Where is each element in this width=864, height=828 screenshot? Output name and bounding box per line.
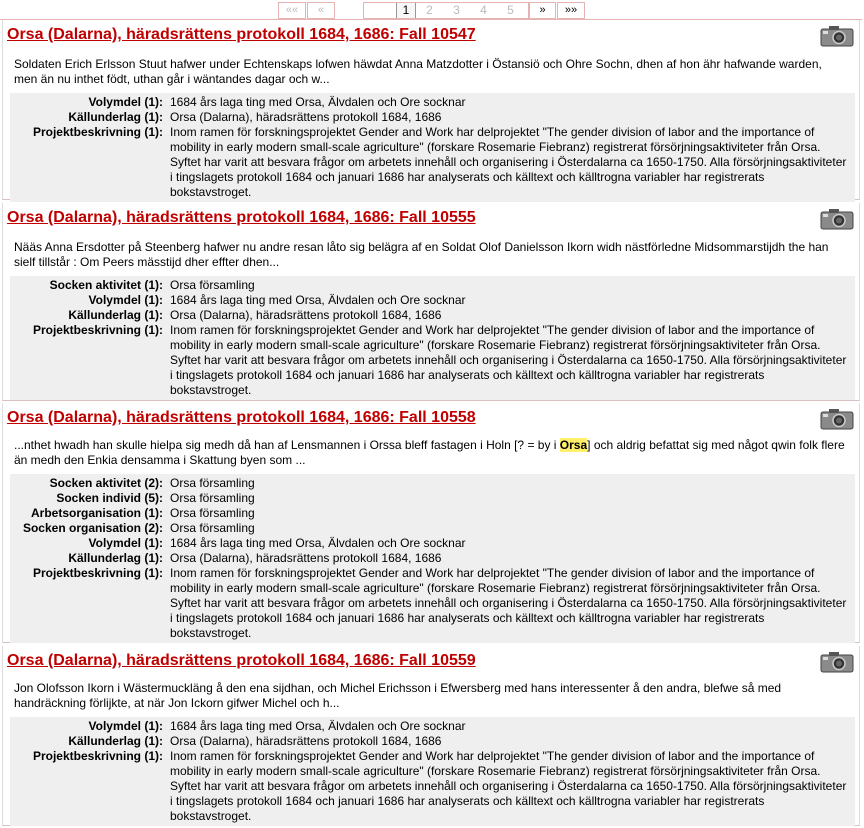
field-value: Orsa församling [170, 506, 255, 520]
field-row [10, 308, 855, 323]
field-value: 1684 års laga ting med Orsa, Älvdalen och Ore socknar [170, 293, 466, 307]
camera-icon[interactable] [820, 208, 854, 230]
record-fields [10, 474, 855, 643]
result-record [2, 20, 860, 200]
page-5-link[interactable]: 5 [507, 3, 514, 17]
result-record [2, 203, 860, 401]
field-row [10, 476, 855, 491]
first-page-button[interactable]: «« [278, 2, 306, 19]
record-fields [10, 276, 855, 400]
field-row [10, 749, 855, 824]
field-label: Källunderlag (1): [68, 110, 163, 124]
field-value: Orsa församling [170, 476, 255, 490]
field-value: Inom ramen för forskningsprojektet Gender and Work har delprojektet "The gender division of labor and the importance of mobility in early modern small-scale agriculture" (forskare Rosemarie Fiebranz) registrerat försörjningsaktiviteter från Orsa. Syftet har varit att besvara frågor om arbetets innehåll och organisering i Österdalarna ca 1650-1750. Alla försörjningsaktiviteter i tingslagets protokoll 1684 och januari 1686 har analyserats och källtext och källtrogna variabler har registrerats bokstavstroget. [170, 323, 847, 397]
page-4-link[interactable]: 4 [480, 3, 487, 17]
field-row [10, 521, 855, 536]
field-row [10, 125, 855, 200]
field-value: 1684 års laga ting med Orsa, Älvdalen och Ore socknar [170, 536, 466, 550]
record-excerpt: Nääs Anna Ersdotter på Steenberg hafwer nu andre resan låto sig belägra af en Soldat Olof Danielsson Ikorn widh nästförledne Midsommarstijdh the han sielf tillstår : Om Peers mässtijd dher effter dhen... [14, 240, 829, 269]
camera-icon[interactable] [820, 408, 854, 430]
field-row [10, 95, 855, 110]
field-value: Inom ramen för forskningsprojektet Gender and Work har delprojektet "The gender division of labor and the importance of mobility in early modern small-scale agriculture" (forskare Rosemarie Fiebranz) registrerat försörjningsaktiviteter från Orsa. Syftet har varit att besvara frågor om arbetets innehåll och organisering i Österdalarna ca 1650-1750. Alla försörjningsaktiviteter i tingslagets protokoll 1684 och januari 1686 har analyserats och källtext och källtrogna variabler har registrerats bokstavstroget. [170, 749, 847, 823]
field-label: Projektbeskrivning (1): [32, 749, 163, 763]
field-label: Socken organisation (2): [22, 521, 163, 535]
excerpt-text: ] och aldrig befattat sig med något qwin folk flere än medh den Enkia densamma i Skattung byen som ... [14, 438, 845, 467]
camera-icon[interactable] [820, 651, 854, 673]
field-value: Orsa (Dalarna), häradsrättens protokoll 1684, 1686 [170, 734, 442, 748]
field-value: Inom ramen för forskningsprojektet Gender and Work har delprojektet "The gender division of labor and the importance of mobility in early modern small-scale agriculture" (forskare Rosemarie Fiebranz) registrerat försörjningsaktiviteter från Orsa. Syftet har varit att besvara frågor om arbetets innehåll och organisering i Österdalarna ca 1650-1750. Alla försörjningsaktiviteter i tingslagets protokoll 1684 och januari 1686 har analyserats och källtext och källtrogna variabler har registrerats bokstavstroget. [170, 125, 847, 199]
next-page-button[interactable]: » [529, 2, 556, 19]
field-value: Orsa (Dalarna), häradsrättens protokoll 1684, 1686 [170, 110, 442, 124]
field-value: Orsa församling [170, 521, 255, 535]
record-excerpt: Soldaten Erich Erlsson Stuut hafwer under Echtenskaps lofwen häwdat Anna Matzdotter i Östansiö och Ohre Sochn, dhen af hon ähr hafwande warden, men än nu inthet födt, uthan går i wäntandes dagar och w... [14, 57, 822, 86]
field-row [10, 110, 855, 125]
record-excerpt [14, 438, 845, 468]
record-excerpt: Jon Olofsson Ikorn i Wästermuckläng å den ena sijdhan, och Michel Erichsson i Efwersberg med hans interessenter å den andra, blefwe så med handräckning förlijkte, at när Jon Ickorn gifwer Michel och h... [14, 681, 782, 710]
field-row [10, 506, 855, 521]
field-value: Orsa (Dalarna), häradsrättens protokoll 1684, 1686 [170, 551, 442, 565]
field-label: Socken individ (5): [56, 491, 163, 505]
result-record [2, 646, 860, 826]
field-value: Inom ramen för forskningsprojektet Gender and Work har delprojektet "The gender division of labor and the importance of mobility in early modern small-scale agriculture" (forskare Rosemarie Fiebranz) registrerat försörjningsaktiviteter från Orsa. Syftet har varit att besvara frågor om arbetets innehåll och organisering i Österdalarna ca 1650-1750. Alla försörjningsaktiviteter i tingslagets protokoll 1684 och januari 1686 har analyserats och källtext och källtrogna variabler har registrerats bokstavstroget. [170, 566, 847, 640]
field-row [10, 719, 855, 734]
page-1-link[interactable]: 1 [396, 3, 416, 18]
page-2-link[interactable]: 2 [426, 3, 433, 17]
excerpt-text: ...nthet hwadh han skulle hielpa sig medh då han af Lensmannen i Orssa bleff fastagen i Holn [? = by i [14, 438, 560, 452]
search-highlight: Orsa [559, 438, 588, 452]
field-label: Projektbeskrivning (1): [32, 125, 163, 139]
record-title-link[interactable]: Orsa (Dalarna), häradsrättens protokoll 1684, 1686: Fall 10558 [7, 409, 476, 426]
page-3-link[interactable]: 3 [453, 3, 460, 17]
field-label: Volymdel (1): [88, 293, 163, 307]
field-label: Volymdel (1): [88, 536, 163, 550]
field-row [10, 323, 855, 398]
last-page-button[interactable]: »» [557, 2, 585, 19]
record-title-link[interactable]: Orsa (Dalarna), häradsrättens protokoll 1684, 1686: Fall 10559 [7, 652, 476, 669]
field-value: Orsa församling [170, 278, 255, 292]
field-row [10, 734, 855, 749]
page-numbers [363, 2, 529, 19]
field-row [10, 491, 855, 506]
field-label: Projektbeskrivning (1): [32, 323, 163, 337]
field-label: Socken aktivitet (2): [49, 476, 163, 490]
field-value: Orsa församling [170, 491, 255, 505]
field-label: Projektbeskrivning (1): [32, 566, 163, 580]
pagination [278, 2, 585, 19]
field-label: Socken aktivitet (1): [49, 278, 163, 292]
record-title-link[interactable]: Orsa (Dalarna), häradsrättens protokoll 1684, 1686: Fall 10547 [7, 26, 476, 43]
camera-icon[interactable] [820, 25, 854, 47]
previous-page-button[interactable]: « [307, 2, 335, 19]
result-record [2, 403, 860, 643]
field-label: Volymdel (1): [88, 95, 163, 109]
field-label: Källunderlag (1): [68, 308, 163, 322]
field-label: Volymdel (1): [88, 719, 163, 733]
field-label: Källunderlag (1): [68, 734, 163, 748]
field-row [10, 536, 855, 551]
record-title-link[interactable]: Orsa (Dalarna), häradsrättens protokoll 1684, 1686: Fall 10555 [7, 209, 476, 226]
field-value: Orsa (Dalarna), häradsrättens protokoll 1684, 1686 [170, 308, 442, 322]
field-label: Arbetsorganisation (1): [30, 506, 163, 520]
field-row [10, 278, 855, 293]
field-value: 1684 års laga ting med Orsa, Älvdalen och Ore socknar [170, 95, 466, 109]
field-row [10, 566, 855, 641]
field-row [10, 551, 855, 566]
field-label: Källunderlag (1): [68, 551, 163, 565]
field-value: 1684 års laga ting med Orsa, Älvdalen och Ore socknar [170, 719, 466, 733]
record-fields [10, 93, 855, 202]
field-row [10, 293, 855, 308]
record-fields [10, 717, 855, 826]
